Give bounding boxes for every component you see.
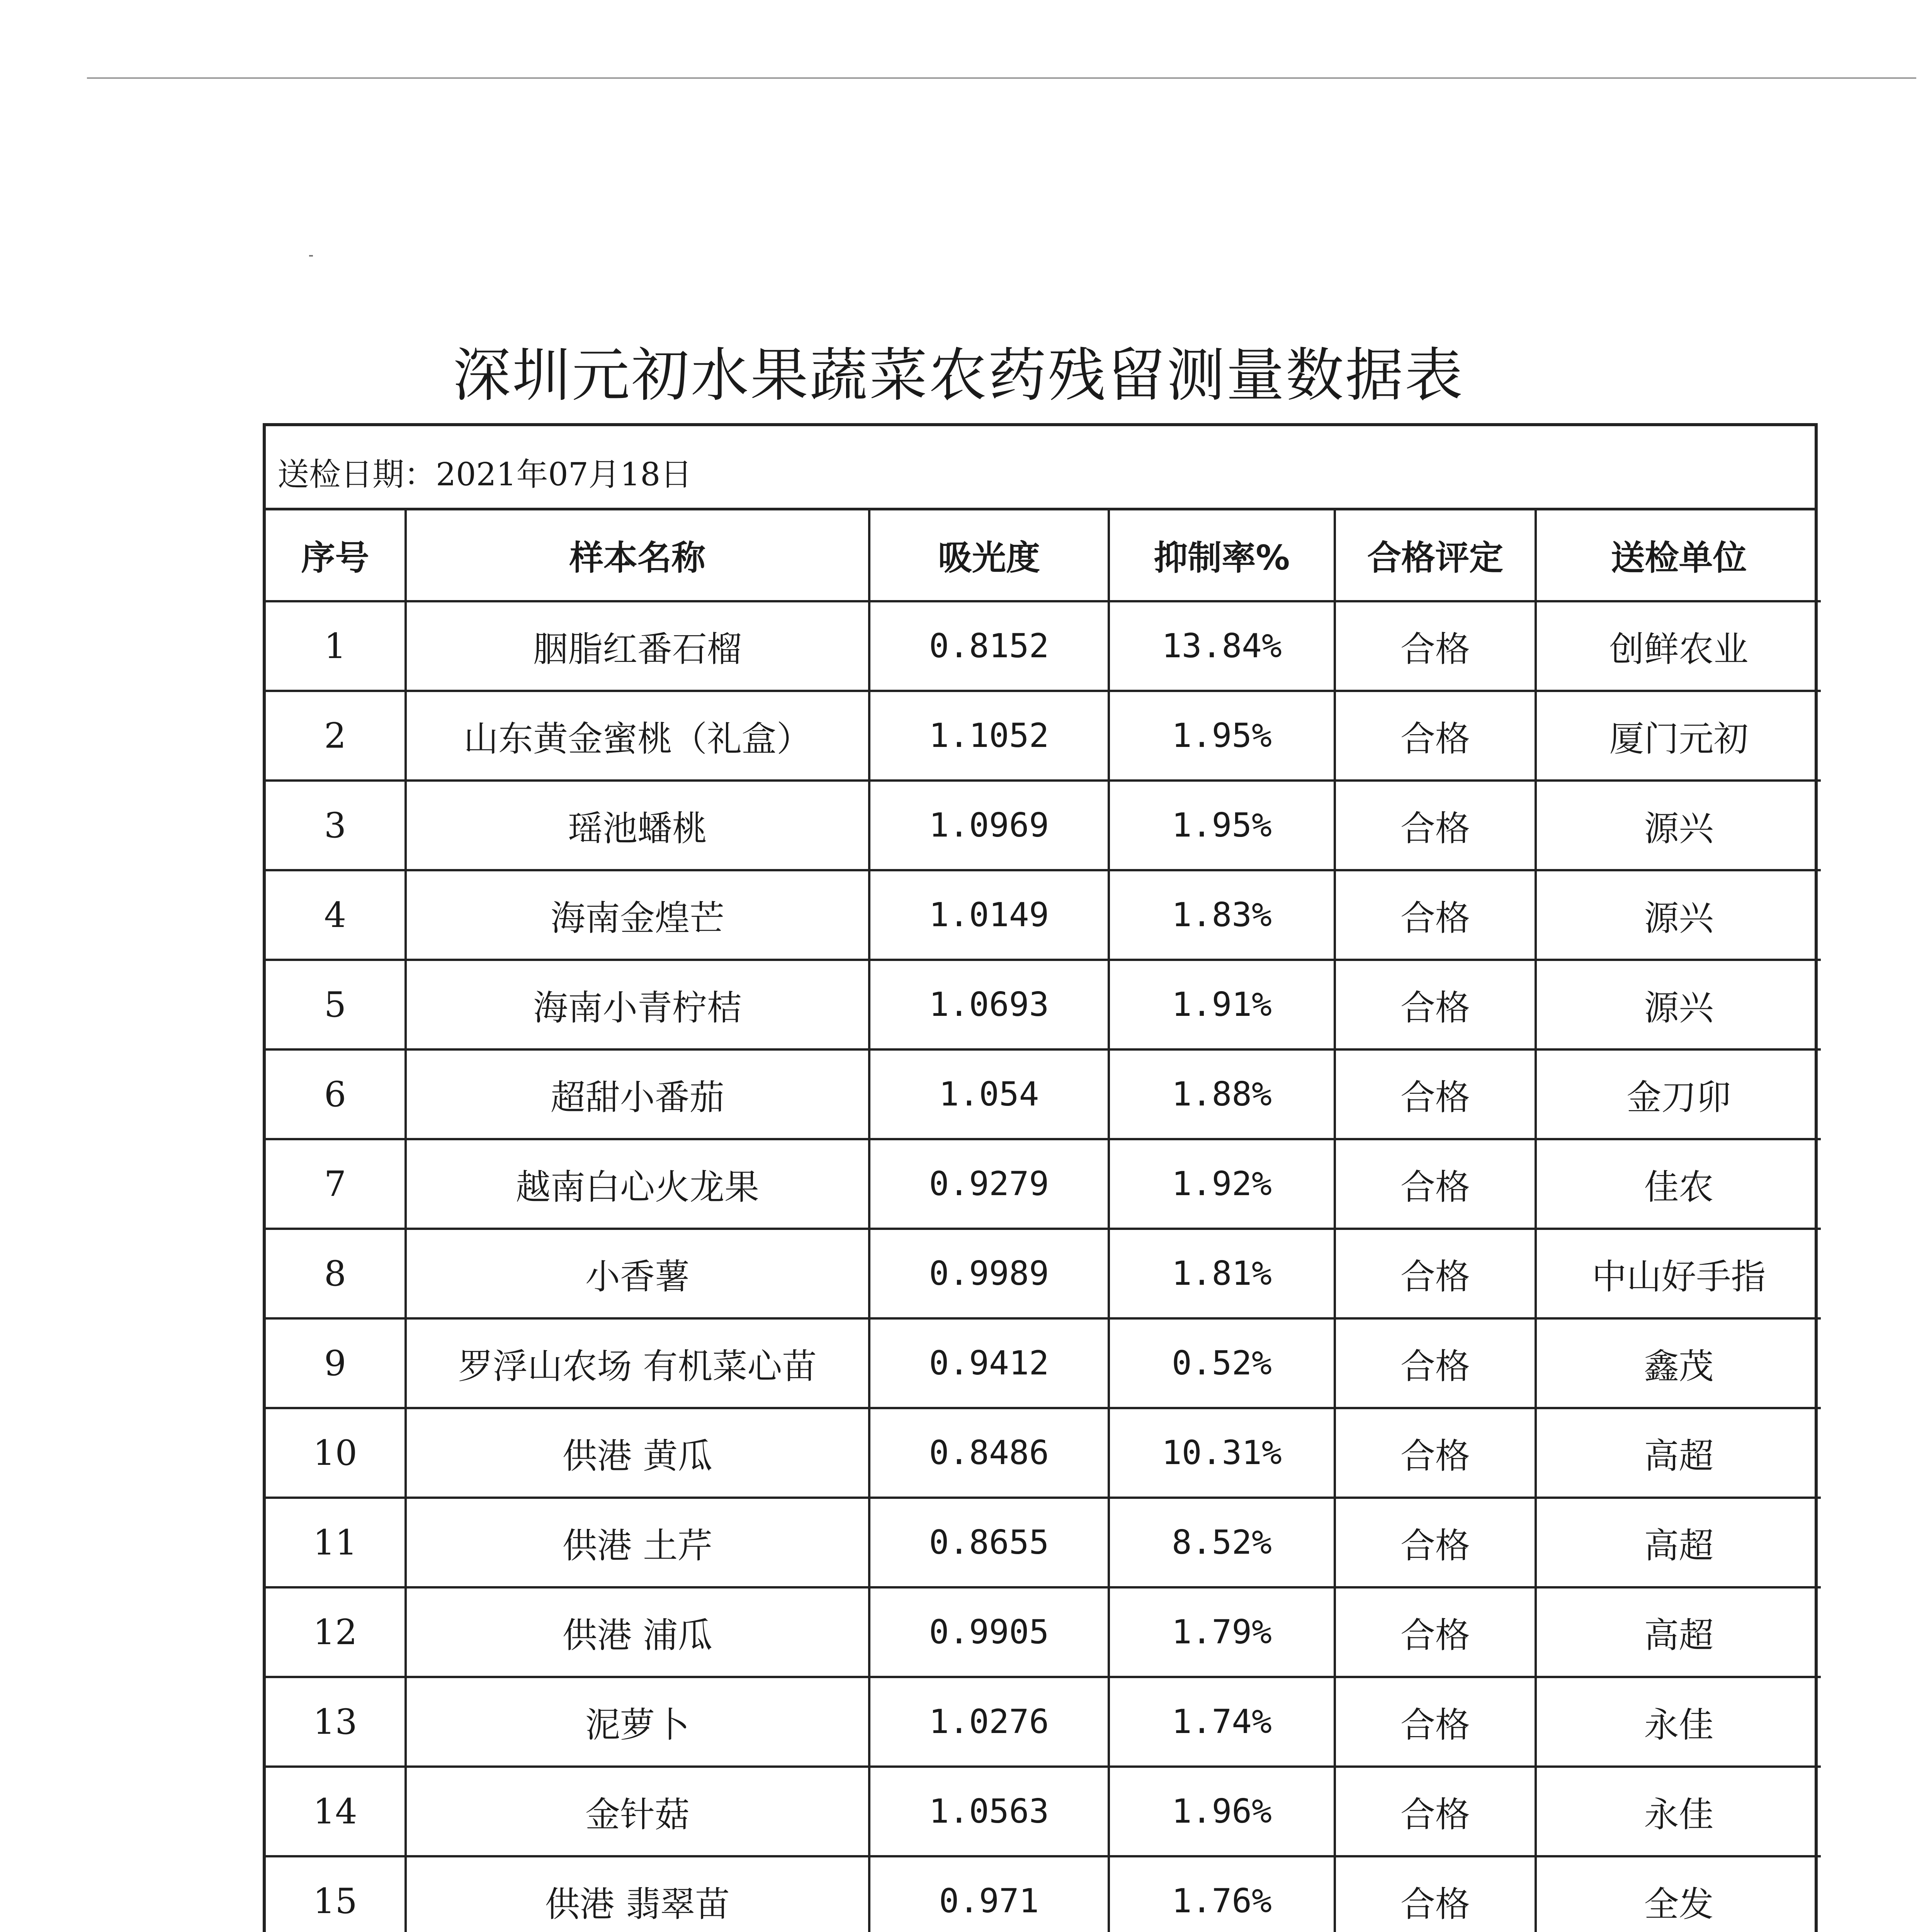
cell-sample-name: 金针菇: [406, 1767, 869, 1856]
table-row: [266, 1139, 1821, 1229]
table-row: [266, 1856, 1821, 1932]
table-row: [266, 870, 1821, 960]
cell-result: 合格: [1335, 1677, 1536, 1767]
table-row: [266, 1767, 1821, 1856]
cell-sample-name: 越南白心火龙果: [406, 1139, 869, 1229]
cell-result: 合格: [1335, 1498, 1536, 1587]
cell-submit-unit: 鑫茂: [1536, 1318, 1821, 1408]
cell-inhibition: 1.95%: [1109, 781, 1335, 870]
cell-result: 合格: [1335, 960, 1536, 1049]
residue-table: [266, 510, 1821, 1932]
cell-absorbance: 1.054: [869, 1049, 1109, 1139]
cell-no: 1: [266, 601, 406, 691]
cell-absorbance: 1.0149: [869, 870, 1109, 960]
cell-inhibition: 1.74%: [1109, 1677, 1335, 1767]
cell-sample-name: 供港 土芹: [406, 1498, 869, 1587]
cell-inhibition: 1.95%: [1109, 691, 1335, 781]
cell-sample-name: 山东黄金蜜桃（礼盒）: [406, 691, 869, 781]
cell-no: 13: [266, 1677, 406, 1767]
cell-inhibition: 1.88%: [1109, 1049, 1335, 1139]
cell-no: 3: [266, 781, 406, 870]
cell-no: 14: [266, 1767, 406, 1856]
cell-absorbance: 0.8152: [869, 601, 1109, 691]
cell-submit-unit: 金刀卯: [1536, 1049, 1821, 1139]
cell-inhibition: 1.83%: [1109, 870, 1335, 960]
cell-no: 5: [266, 960, 406, 1049]
cell-result: 合格: [1335, 781, 1536, 870]
cell-no: 11: [266, 1498, 406, 1587]
cell-inhibition: 1.91%: [1109, 960, 1335, 1049]
submit-date-row: [266, 426, 1815, 510]
cell-result: 合格: [1335, 1139, 1536, 1229]
cell-inhibition: 1.96%: [1109, 1767, 1335, 1856]
cell-sample-name: 瑶池蟠桃: [406, 781, 869, 870]
cell-submit-unit: 永佳: [1536, 1677, 1821, 1767]
cell-result: 合格: [1335, 1587, 1536, 1677]
cell-absorbance: 0.971: [869, 1856, 1109, 1932]
col-header-name: 样本名称: [406, 510, 869, 601]
cell-absorbance: 1.0693: [869, 960, 1109, 1049]
table-row: [266, 1049, 1821, 1139]
cell-submit-unit: 源兴: [1536, 960, 1821, 1049]
col-header-unit: 送检单位: [1536, 510, 1821, 601]
cell-result: 合格: [1335, 1408, 1536, 1498]
cell-inhibition: 1.92%: [1109, 1139, 1335, 1229]
col-header-absorbance: 吸光度: [869, 510, 1109, 601]
cell-submit-unit: 源兴: [1536, 870, 1821, 960]
cell-no: 15: [266, 1856, 406, 1932]
cell-result: 合格: [1335, 601, 1536, 691]
cell-inhibition: 1.79%: [1109, 1587, 1335, 1677]
cell-absorbance: 1.0563: [869, 1767, 1109, 1856]
cell-result: 合格: [1335, 1049, 1536, 1139]
cell-sample-name: 供港 浦瓜: [406, 1587, 869, 1677]
scan-speck: [309, 255, 313, 257]
cell-inhibition: 0.52%: [1109, 1318, 1335, 1408]
cell-result: 合格: [1335, 691, 1536, 781]
cell-sample-name: 小香薯: [406, 1229, 869, 1318]
table-row: [266, 1229, 1821, 1318]
cell-submit-unit: 高超: [1536, 1587, 1821, 1677]
cell-submit-unit: 创鲜农业: [1536, 601, 1821, 691]
cell-no: 12: [266, 1587, 406, 1677]
cell-sample-name: 供港 黄瓜: [406, 1408, 869, 1498]
cell-submit-unit: 厦门元初: [1536, 691, 1821, 781]
top-scan-line: [87, 77, 1916, 79]
table-row: [266, 691, 1821, 781]
table-row: [266, 1318, 1821, 1408]
cell-submit-unit: 全发: [1536, 1856, 1821, 1932]
table-row: [266, 960, 1821, 1049]
cell-absorbance: 0.9905: [869, 1587, 1109, 1677]
cell-absorbance: 0.9412: [869, 1318, 1109, 1408]
cell-inhibition: 10.31%: [1109, 1408, 1335, 1498]
table-header-row: [266, 510, 1821, 601]
table-row: [266, 1677, 1821, 1767]
col-header-inhibition: 抑制率%: [1109, 510, 1335, 601]
submit-date: 送检日期：2021年07月18日: [277, 456, 692, 493]
cell-no: 10: [266, 1408, 406, 1498]
cell-result: 合格: [1335, 1767, 1536, 1856]
table-row: [266, 1587, 1821, 1677]
cell-result: 合格: [1335, 1856, 1536, 1932]
cell-result: 合格: [1335, 1229, 1536, 1318]
cell-no: 7: [266, 1139, 406, 1229]
cell-submit-unit: 源兴: [1536, 781, 1821, 870]
cell-no: 2: [266, 691, 406, 781]
cell-sample-name: 供港 翡翠苗: [406, 1856, 869, 1932]
cell-absorbance: 1.1052: [869, 691, 1109, 781]
cell-submit-unit: 佳农: [1536, 1139, 1821, 1229]
cell-absorbance: 0.9989: [869, 1229, 1109, 1318]
cell-result: 合格: [1335, 870, 1536, 960]
cell-no: 6: [266, 1049, 406, 1139]
col-header-no: 序号: [266, 510, 406, 601]
data-sheet: [263, 423, 1818, 1932]
cell-submit-unit: 高超: [1536, 1408, 1821, 1498]
table-row: [266, 1408, 1821, 1498]
cell-inhibition: 8.52%: [1109, 1498, 1335, 1587]
cell-sample-name: 罗浮山农场 有机菜心苗: [406, 1318, 869, 1408]
cell-sample-name: 胭脂红番石榴: [406, 601, 869, 691]
cell-no: 8: [266, 1229, 406, 1318]
cell-sample-name: 海南金煌芒: [406, 870, 869, 960]
cell-absorbance: 0.9279: [869, 1139, 1109, 1229]
document-title: 深圳元初水果蔬菜农药残留测量数据表: [452, 342, 1464, 409]
cell-inhibition: 1.81%: [1109, 1229, 1335, 1318]
cell-sample-name: 超甜小番茄: [406, 1049, 869, 1139]
cell-sample-name: 泥萝卜: [406, 1677, 869, 1767]
cell-inhibition: 1.76%: [1109, 1856, 1335, 1932]
cell-no: 9: [266, 1318, 406, 1408]
table-row: [266, 601, 1821, 691]
cell-absorbance: 1.0276: [869, 1677, 1109, 1767]
table-row: [266, 1498, 1821, 1587]
cell-absorbance: 0.8486: [869, 1408, 1109, 1498]
cell-submit-unit: 中山好手指: [1536, 1229, 1821, 1318]
cell-absorbance: 1.0969: [869, 781, 1109, 870]
col-header-result: 合格评定: [1335, 510, 1536, 601]
cell-absorbance: 0.8655: [869, 1498, 1109, 1587]
cell-result: 合格: [1335, 1318, 1536, 1408]
cell-submit-unit: 永佳: [1536, 1767, 1821, 1856]
cell-sample-name: 海南小青柠桔: [406, 960, 869, 1049]
cell-inhibition: 13.84%: [1109, 601, 1335, 691]
table-row: [266, 781, 1821, 870]
cell-submit-unit: 高超: [1536, 1498, 1821, 1587]
cell-no: 4: [266, 870, 406, 960]
